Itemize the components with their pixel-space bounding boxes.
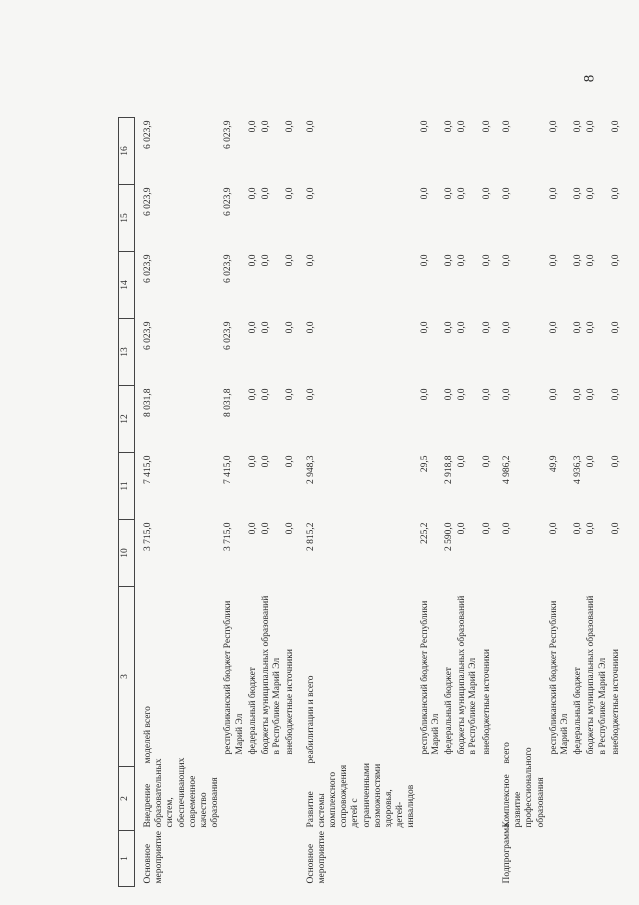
cell-value: 0,0 <box>247 522 258 535</box>
cell-type <box>481 831 494 887</box>
cell-value: 0,0 <box>481 388 492 401</box>
cell-value: 0,0 <box>247 254 258 267</box>
cell-value: 6 023,9 <box>223 120 234 149</box>
cell-name <box>222 767 246 831</box>
cell-type <box>572 831 585 887</box>
cell-value: 29,5 <box>419 455 430 473</box>
table-row <box>443 118 456 887</box>
cell-value: 0,0 <box>481 120 492 133</box>
cell-name <box>284 767 297 831</box>
cell-value: 0,0 <box>419 120 430 133</box>
cell-value: 0,0 <box>586 522 597 535</box>
cell-value: 0,0 <box>419 321 430 334</box>
cell-value: 6 023,9 <box>143 254 153 283</box>
cell-value: 0,0 <box>285 388 296 401</box>
cell-value: 2 918,8 <box>444 455 455 484</box>
cell-source: федеральный бюджет <box>444 667 455 755</box>
cell-name <box>443 767 456 831</box>
table-row <box>260 118 284 887</box>
table-row <box>135 118 223 887</box>
table-row <box>610 118 623 887</box>
rotated-table-page <box>118 117 638 887</box>
cell-value: 0,0 <box>285 522 296 535</box>
column-header: 15 <box>119 185 135 252</box>
cell-value: 0,0 <box>457 187 468 200</box>
cell-value: 6 023,9 <box>143 321 153 350</box>
cell-value: 6 023,9 <box>143 120 153 149</box>
cell-source: республиканский бюджет Республики Марий Эл <box>419 600 441 755</box>
cell-value: 0,0 <box>481 455 492 468</box>
cell-value: 0,0 <box>305 187 316 200</box>
cell-value: 7 415,0 <box>143 455 153 484</box>
cell-source: моделей всего <box>143 706 153 764</box>
cell-type <box>548 831 572 887</box>
cell-value: 0,0 <box>548 187 559 200</box>
column-number-row <box>119 118 135 887</box>
cell-source: бюджеты муниципальных образований в Республике Марий Эл <box>457 595 479 755</box>
cell-type <box>222 831 246 887</box>
cell-value: 0,0 <box>586 388 597 401</box>
cell-value: 0,0 <box>247 455 258 468</box>
cell-value: 0,0 <box>261 388 272 401</box>
cell-value: 6 023,9 <box>223 254 234 283</box>
page-number: 8 <box>581 74 598 83</box>
column-header: 3 <box>119 587 135 767</box>
cell-type: Подпрограмма <box>501 823 512 884</box>
cell-value: 0,0 <box>305 388 316 401</box>
column-header: 11 <box>119 453 135 520</box>
cell-value: 0,0 <box>586 321 597 334</box>
cell-source: республиканский бюджет Республики Марий Эл <box>223 600 245 755</box>
cell-value: 3 715,0 <box>223 522 234 551</box>
cell-value: 0,0 <box>481 321 492 334</box>
cell-value: 0,0 <box>610 455 621 468</box>
column-header: 12 <box>119 386 135 453</box>
cell-name <box>456 767 480 831</box>
cell-type <box>419 831 443 887</box>
cell-source: бюджеты муниципальных образований в Республике Марий Эл <box>261 595 283 755</box>
cell-value: 0,0 <box>261 187 272 200</box>
cell-name <box>610 767 623 831</box>
cell-value: 2 948,3 <box>305 455 316 484</box>
cell-name <box>260 767 284 831</box>
cell-value: 0,0 <box>548 321 559 334</box>
cell-value: 0,0 <box>457 120 468 133</box>
cell-name <box>548 767 572 831</box>
cell-source: республиканский бюджет Республики Марий Эл <box>548 600 570 755</box>
cell-value: 0,0 <box>573 321 584 334</box>
cell-value: 0,0 <box>444 388 455 401</box>
cell-value: 0,0 <box>419 187 430 200</box>
cell-value: 0,0 <box>610 254 621 267</box>
cell-value: 0,0 <box>610 522 621 535</box>
cell-value: 7 415,0 <box>223 455 234 484</box>
cell-value: 0,0 <box>586 120 597 133</box>
cell-value: 0,0 <box>573 120 584 133</box>
cell-value: 4 986,2 <box>501 455 512 484</box>
column-header: 2 <box>119 767 135 831</box>
cell-value: 0,0 <box>548 388 559 401</box>
cell-value: 6 023,9 <box>143 187 153 216</box>
cell-value: 0,0 <box>419 254 430 267</box>
cell-value: 2 815,2 <box>305 522 316 551</box>
cell-value: 0,0 <box>285 187 296 200</box>
table-row <box>419 118 443 887</box>
cell-value: 0,0 <box>457 388 468 401</box>
cell-value: 0,0 <box>444 254 455 267</box>
cell-name: Развитие системы комплексного сопровождения детей с ограниченными возможностями здоровья, детей-инвалидов <box>305 763 417 828</box>
cell-value: 0,0 <box>586 455 597 468</box>
cell-source: всего <box>501 742 512 764</box>
cell-value: 0,0 <box>548 120 559 133</box>
cell-value: 49,9 <box>548 455 559 473</box>
cell-value: 0,0 <box>305 120 316 133</box>
cell-type <box>247 831 260 887</box>
cell-value: 0,0 <box>444 321 455 334</box>
table-row <box>494 118 548 887</box>
cell-value: 0,0 <box>586 187 597 200</box>
cell-source: внебюджетные источники <box>610 649 621 755</box>
cell-value: 0,0 <box>501 388 512 401</box>
cell-source: внебюджетные источники <box>285 649 296 755</box>
cell-value: 0,0 <box>247 321 258 334</box>
cell-type <box>284 831 297 887</box>
column-header: 10 <box>119 520 135 587</box>
cell-type <box>610 831 623 887</box>
cell-value: 0,0 <box>548 254 559 267</box>
cell-value: 0,0 <box>548 522 559 535</box>
cell-value: 6 023,9 <box>223 187 234 216</box>
cell-value: 3 715,0 <box>143 522 153 551</box>
cell-value: 0,0 <box>610 321 621 334</box>
column-header: 16 <box>119 118 135 185</box>
table-row <box>572 118 585 887</box>
cell-value: 0,0 <box>586 254 597 267</box>
cell-value: 0,0 <box>285 254 296 267</box>
cell-name: Внедрение образовательных систем, обеспечивающих современное качество образования <box>143 757 221 828</box>
cell-value: 0,0 <box>444 187 455 200</box>
cell-value: 0,0 <box>261 254 272 267</box>
cell-value: 0,0 <box>501 120 512 133</box>
cell-value: 8 031,8 <box>223 388 234 417</box>
cell-value: 0,0 <box>457 254 468 267</box>
cell-type <box>456 831 480 887</box>
cell-value: 4 936,3 <box>573 455 584 484</box>
table-row <box>548 118 572 887</box>
cell-name <box>247 767 260 831</box>
cell-name <box>481 767 494 831</box>
cell-name <box>585 767 609 831</box>
cell-value: 0,0 <box>501 187 512 200</box>
cell-value: 0,0 <box>573 254 584 267</box>
cell-value: 0,0 <box>247 187 258 200</box>
cell-value: 0,0 <box>261 120 272 133</box>
cell-type: Основное мероприятие <box>143 831 165 884</box>
cell-type: Основное мероприятие <box>305 831 327 884</box>
cell-value: 0,0 <box>573 388 584 401</box>
cell-value: 0,0 <box>573 187 584 200</box>
cell-value: 6 023,9 <box>223 321 234 350</box>
cell-source: бюджеты муниципальных образований в Республике Марий Эл <box>586 595 608 755</box>
cell-value: 0,0 <box>261 321 272 334</box>
cell-name <box>419 767 443 831</box>
cell-value: 0,0 <box>573 522 584 535</box>
table-row <box>284 118 297 887</box>
cell-value: 0,0 <box>285 455 296 468</box>
budget-table <box>118 117 623 887</box>
column-header: 13 <box>119 319 135 386</box>
cell-value: 0,0 <box>610 187 621 200</box>
cell-value: 0,0 <box>457 455 468 468</box>
cell-type <box>260 831 284 887</box>
cell-value: 0,0 <box>285 120 296 133</box>
table-row <box>222 118 246 887</box>
cell-value: 0,0 <box>261 522 272 535</box>
cell-value: 0,0 <box>610 388 621 401</box>
cell-value: 0,0 <box>457 321 468 334</box>
cell-value: 225,2 <box>419 522 430 544</box>
cell-value: 0,0 <box>305 321 316 334</box>
cell-value: 0,0 <box>247 388 258 401</box>
cell-value: 0,0 <box>501 522 512 535</box>
cell-value: 8 031,8 <box>143 388 153 417</box>
cell-source: федеральный бюджет <box>573 667 584 755</box>
cell-value: 0,0 <box>610 120 621 133</box>
cell-value: 0,0 <box>501 254 512 267</box>
cell-value: 0,0 <box>481 254 492 267</box>
cell-value: 0,0 <box>501 321 512 334</box>
cell-source: реабилитации и всего <box>305 675 316 764</box>
cell-value: 0,0 <box>481 187 492 200</box>
table-row <box>456 118 480 887</box>
cell-value: 0,0 <box>305 254 316 267</box>
cell-value: 0,0 <box>457 522 468 535</box>
cell-type <box>585 831 609 887</box>
column-header: 1 <box>119 831 135 887</box>
table-row <box>585 118 609 887</box>
cell-source: федеральный бюджет <box>247 667 258 755</box>
cell-value: 0,0 <box>444 120 455 133</box>
cell-name <box>572 767 585 831</box>
cell-value: 0,0 <box>419 388 430 401</box>
cell-type <box>443 831 456 887</box>
cell-value: 0,0 <box>261 455 272 468</box>
cell-source: внебюджетные источники <box>481 649 492 755</box>
table-row <box>247 118 260 887</box>
cell-name: Комплексное развитие профессионального образования <box>501 747 546 828</box>
column-header: 14 <box>119 252 135 319</box>
cell-value: 0,0 <box>285 321 296 334</box>
cell-value: 2 590,0 <box>444 522 455 551</box>
table-row <box>298 118 419 887</box>
cell-value: 0,0 <box>247 120 258 133</box>
cell-value: 0,0 <box>481 522 492 535</box>
table-row <box>481 118 494 887</box>
